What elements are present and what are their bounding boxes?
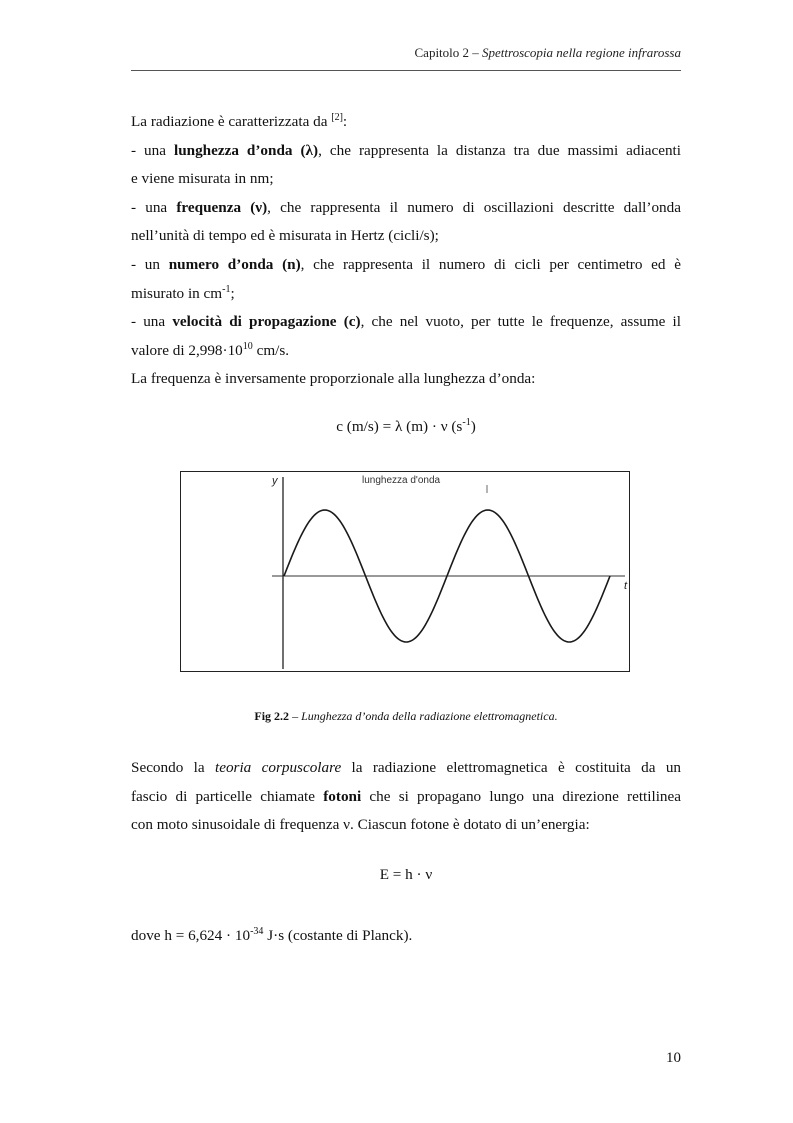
planck-line bbox=[131, 922, 681, 951]
p2-l1-post: la radiazione elettromagnetica è costituita da un bbox=[341, 759, 682, 776]
chapter-title: Spettroscopia nella regione infrarossa bbox=[482, 45, 681, 60]
velocity-exponent: 10 bbox=[242, 340, 253, 352]
y-axis-label: y bbox=[272, 475, 278, 487]
header-rule bbox=[131, 70, 681, 71]
wavenumber-term: numero d’onda (n) bbox=[168, 255, 301, 273]
page-number: 10 bbox=[666, 1050, 681, 1066]
velocity-definition: , che nel vuoto, per tutte le frequenze, assume il bbox=[360, 313, 681, 331]
frequency-term: frequenza (ν) bbox=[176, 198, 268, 216]
p2-l2-post: che si propagano lungo una direzione rettilinea bbox=[361, 787, 681, 805]
wavelength-prefix: - una bbox=[131, 141, 174, 159]
photons-term: fotoni bbox=[323, 787, 362, 805]
velocity-unit: cm/s. bbox=[252, 341, 290, 359]
frequency-line-1 bbox=[131, 194, 681, 223]
velocity-line-1 bbox=[131, 308, 681, 337]
caption-dash: – bbox=[289, 709, 302, 723]
wavelength-annotation: lunghezza d'onda bbox=[362, 475, 441, 486]
chapter-label: Capitolo 2 – bbox=[414, 45, 483, 60]
frequency-prefix: - una bbox=[131, 198, 177, 216]
velocity-term: velocità di propagazione (c) bbox=[172, 313, 361, 331]
wavelength-line-2: e viene misurata in nm; bbox=[131, 170, 274, 188]
figure-caption bbox=[131, 709, 681, 724]
paragraph2-line-3: con moto sinusoidale di frequenza ν. Ciascun fotone è dotato di un’energia: bbox=[131, 816, 590, 834]
formula1-exponent: -1 bbox=[462, 417, 471, 428]
wavenumber-unit-text: misurato in cm bbox=[131, 284, 223, 302]
wavenumber-line-2 bbox=[131, 280, 681, 309]
caption-label: Fig 2.2 bbox=[254, 709, 290, 723]
body-text-2 bbox=[131, 754, 681, 840]
intro-text: La radiazione è caratterizzata da bbox=[131, 113, 332, 130]
caption-text: Lunghezza d’onda della radiazione elettromagnetica. bbox=[301, 709, 558, 723]
running-header bbox=[415, 45, 682, 61]
wavelength-term: lunghezza d’onda (λ) bbox=[173, 141, 319, 159]
wave-figure bbox=[180, 471, 630, 672]
wavenumber-line-1 bbox=[131, 251, 681, 280]
velocity-value: valore di 2,998·10 bbox=[131, 341, 243, 359]
formula-wave-relation bbox=[131, 418, 681, 436]
planck-unit: J·s (costante di Planck). bbox=[263, 927, 413, 944]
formula1-main: c (m/s) = λ (m) · ν (s bbox=[336, 418, 463, 435]
velocity-prefix: - una bbox=[131, 313, 173, 331]
frequency-definition: , che rappresenta il numero di oscillazioni descritte dall’onda bbox=[267, 198, 681, 216]
intro-line bbox=[131, 108, 681, 137]
velocity-line-2 bbox=[131, 337, 681, 366]
planck-text bbox=[131, 922, 681, 951]
p2-l1-pre: Secondo la bbox=[131, 759, 215, 776]
planck-value: dove h = 6,624 · 10 bbox=[131, 927, 251, 944]
body-text-1 bbox=[131, 108, 681, 394]
corpuscular-theory-term: teoria corpuscolare bbox=[214, 759, 342, 776]
wavenumber-end: ; bbox=[230, 284, 235, 302]
formula1-close: ) bbox=[470, 418, 476, 435]
intro-colon: : bbox=[342, 113, 348, 130]
x-axis-label: t bbox=[624, 580, 628, 592]
reference-mark: [2] bbox=[331, 112, 343, 123]
formula-energy: E = h · ν bbox=[379, 866, 433, 883]
planck-exponent: -34 bbox=[250, 926, 264, 937]
wavelength-definition: , che rappresenta la distanza tra due massimi adiacenti bbox=[318, 141, 681, 159]
wavenumber-exponent: -1 bbox=[222, 283, 231, 295]
wavelength-line-1 bbox=[131, 137, 681, 166]
wavenumber-definition: , che rappresenta il numero di cicli per centimetro ed è bbox=[300, 255, 681, 273]
wavenumber-prefix: - un bbox=[131, 255, 169, 273]
frequency-line-2: nell’unità di tempo ed è misurata in Hertz (cicli/s); bbox=[131, 227, 439, 245]
paragraph2-line-2 bbox=[131, 783, 681, 812]
wave-diagram bbox=[180, 471, 630, 672]
p2-l2-pre: fascio di particelle chiamate bbox=[131, 787, 324, 805]
relation-sentence: La frequenza è inversamente proporzionale alla lunghezza d’onda: bbox=[131, 370, 536, 388]
paragraph2-line-1 bbox=[131, 754, 681, 783]
